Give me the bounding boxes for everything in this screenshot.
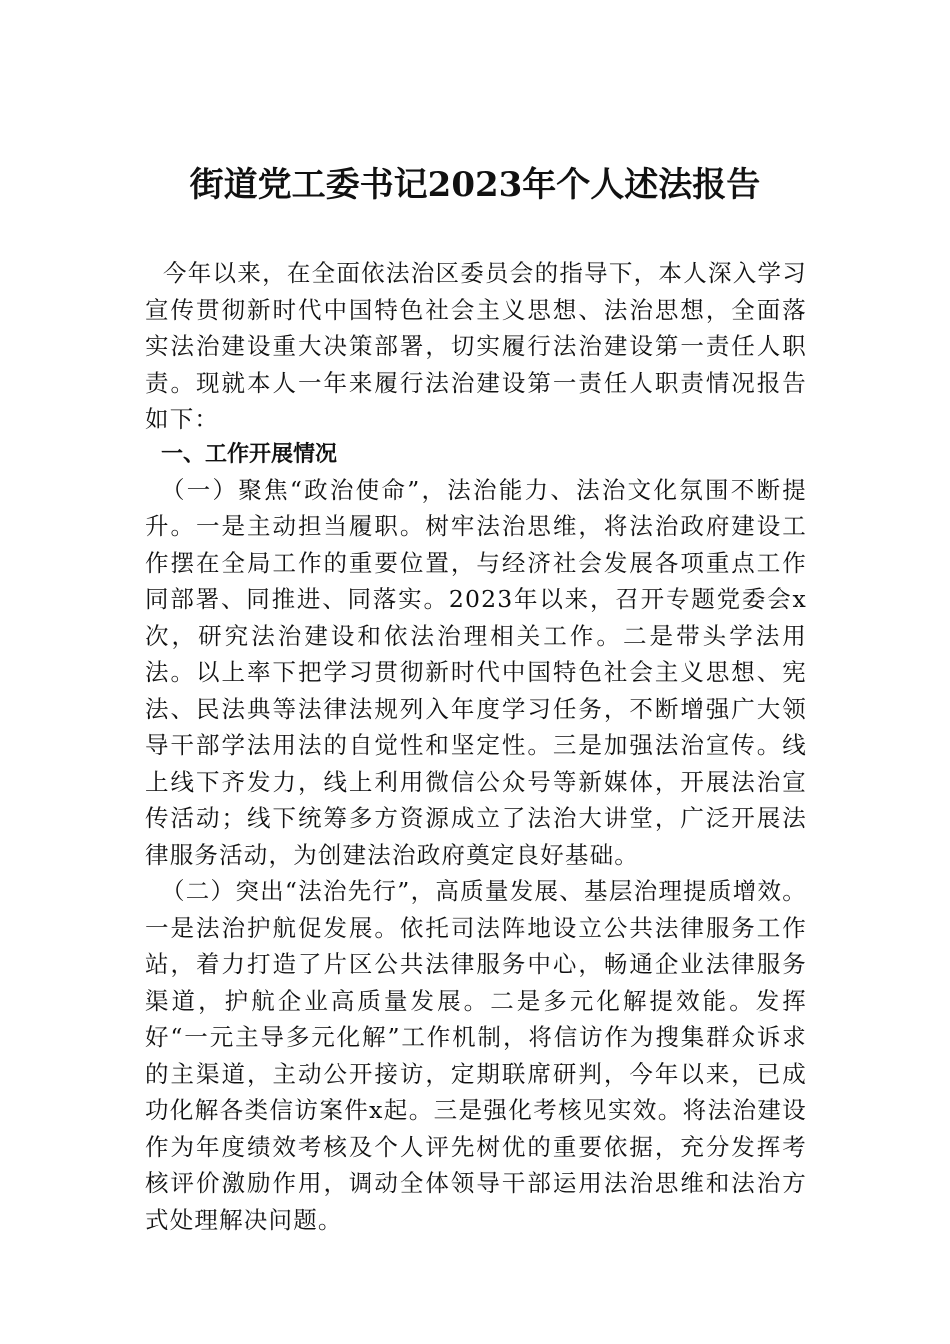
document-body (145, 255, 807, 1238)
body-paragraph-2: （二）突出“法治先行”，高质量发展、基层治理提质增效。一是法治护航促发展。依托司法阵地设立公共法律服务工作站，着力打造了片区公共法律服务中心，畅通企业法律服务渠道，护航企业高质量发展。二是多元化解提效能。发挥好“一元主导多元化解”工作机制，将信访作为搜集群众诉求的主渠道，主动公开接访，定期联席研判，今年以来，已成功化解各类信访案件x起。三是强化考核见实效。将法治建设作为年度绩效考核及个人评先树优的重要依据，充分发挥考核评价激励作用，调动全体领导干部运用法治思维和法治方式处理解决问题。 (145, 877, 807, 1234)
intro-paragraph: 今年以来，在全面依法治区委员会的指导下，本人深入学习宣传贯彻新时代中国特色社会主义思想、法治思想，全面落实法治建设重大决策部署，切实履行法治建设第一责任人职责。现就本人一年来履行法治建设第一责任人职责情况报告如下： (145, 259, 807, 433)
body-paragraph-1: （一）聚焦“政治使命”，法治能力、法治文化氛围不断提升。一是主动担当履职。树牢法治思维，将法治政府建设工作摆在全局工作的重要位置，与经济社会发展各项重点工作同部署、同推进、同落实。2023年以来，召开专题党委会x次，研究法治建设和依法治理相关工作。二是带头学法用法。以上率下把学习贯彻新时代中国特色社会主义思想、宪法、民法典等法律法规列入年度学习任务，不断增强广大领导干部学法用法的自觉性和坚定性。三是加强法治宣传。线上线下齐发力，线上利用微信公众号等新媒体，开展法治宣传活动；线下统筹多方资源成立了法治大讲堂，广泛开展法律服务活动，为创建法治政府奠定良好基础。 (145, 475, 807, 869)
document-title: 街道党工委书记2023年个人述法报告 (189, 165, 761, 205)
section-heading: 一、工作开展情况 (161, 441, 338, 467)
